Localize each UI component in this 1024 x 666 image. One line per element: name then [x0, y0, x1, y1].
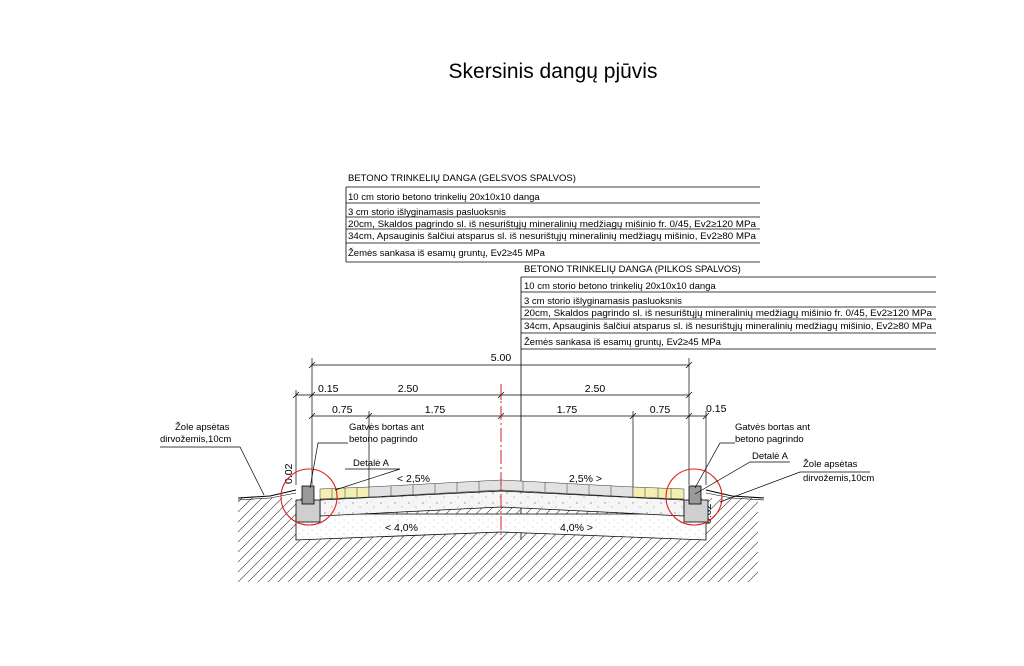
slope-base-right: 4,0% > — [560, 522, 593, 534]
legend-left-layer-5: Žemės sankasa iš esamų gruntų, Ev2≥45 MPa — [348, 248, 545, 259]
legend-left-layer-1: 10 cm storio betono trinkelių 20x10x10 danga — [348, 192, 540, 203]
grass-right-line1: Žole apsėtas — [803, 459, 858, 470]
curb-left-line1: Gatvės bortas ant — [349, 422, 424, 433]
curb-left — [296, 486, 320, 522]
dim-right-curb: 0.15 — [706, 403, 727, 415]
legend-left-layer-4: 34cm, Apsauginis šalčiui atsparus sl. iš nesurištųjų mineralinių medžiagų mišinio, Ev2≥80 MPa — [348, 231, 757, 242]
dim-left-curb: 0.15 — [318, 383, 339, 395]
legend-right-layer-5: Žemės sankasa iš esamų gruntų, Ev2≥45 MPa — [524, 337, 721, 348]
pavers-right-yellow — [633, 487, 684, 499]
legend-left-layer-3: 20cm, Skaldos pagrindo sl. iš nesurištųjų mineralinių medžiagų mišinio fr. 0/45, Ev2≥120 MPa — [348, 219, 757, 230]
legend-right-layer-2: 3 cm storio išlyginamasis pasluoksnis — [524, 296, 682, 307]
curb-right-line1: Gatvės bortas ant — [735, 422, 810, 433]
dim-left-half: 2.50 — [397, 383, 419, 395]
dim-right-yellow: 0.75 — [649, 404, 671, 416]
legend-right-layer-3: 20cm, Skaldos pagrindo sl. iš nesurištųjų mineralinių medžiagų mišinio fr. 0/45, Ev2≥120 MPa — [524, 308, 933, 319]
slope-surface-right: 2,5% > — [569, 473, 602, 485]
dim-left-height: 0.02 — [283, 463, 295, 484]
grass-left-line2: dirvožemis,10cm — [160, 434, 232, 445]
detail-right-label: Detalė A — [752, 451, 788, 462]
dim-right-grey: 1.75 — [556, 404, 578, 416]
drawing-title: Skersinis dangų pjūvis — [448, 60, 658, 83]
legend-right-heading: BETONO TRINKELIŲ DANGA (PILKOS SPALVOS) — [524, 264, 741, 275]
slope-base-left: < 4,0% — [385, 522, 418, 534]
slope-surface-left: < 2,5% — [397, 473, 430, 485]
legend-right-layer-1: 10 cm storio betono trinkelių 20x10x10 danga — [524, 281, 716, 292]
ground-right — [706, 490, 764, 498]
legend-right-layer-4: 34cm, Apsauginis šalčiui atsparus sl. iš nesurištųjų mineralinių medžiagų mišinio, Ev2≥80 MPa — [524, 321, 933, 332]
curb-left-line2: betono pagrindo — [349, 434, 418, 445]
legend-left-heading: BETONO TRINKELIŲ DANGA (GELSVOS SPALVOS) — [348, 173, 576, 184]
dim-total: 5.00 — [490, 352, 512, 364]
pavers-left-yellow — [320, 487, 369, 499]
dim-left-grey: 1.75 — [424, 404, 446, 416]
curb-right-line2: betono pagrindo — [735, 434, 804, 445]
detail-left-label: Detalė A — [353, 458, 389, 469]
legend-left-layer-2: 3 cm storio išlyginamasis pasluoksnis — [348, 207, 506, 218]
dim-right-half: 2.50 — [584, 383, 606, 395]
grass-right-line2: dirvožemis,10cm — [803, 473, 875, 484]
dim-left-yellow: 0.75 — [332, 404, 353, 416]
ground-left — [238, 490, 296, 498]
curb-right — [684, 486, 708, 522]
cross-section — [238, 384, 764, 582]
grass-left-line1: Žole apsėtas — [175, 422, 230, 433]
legend-left — [346, 173, 760, 262]
